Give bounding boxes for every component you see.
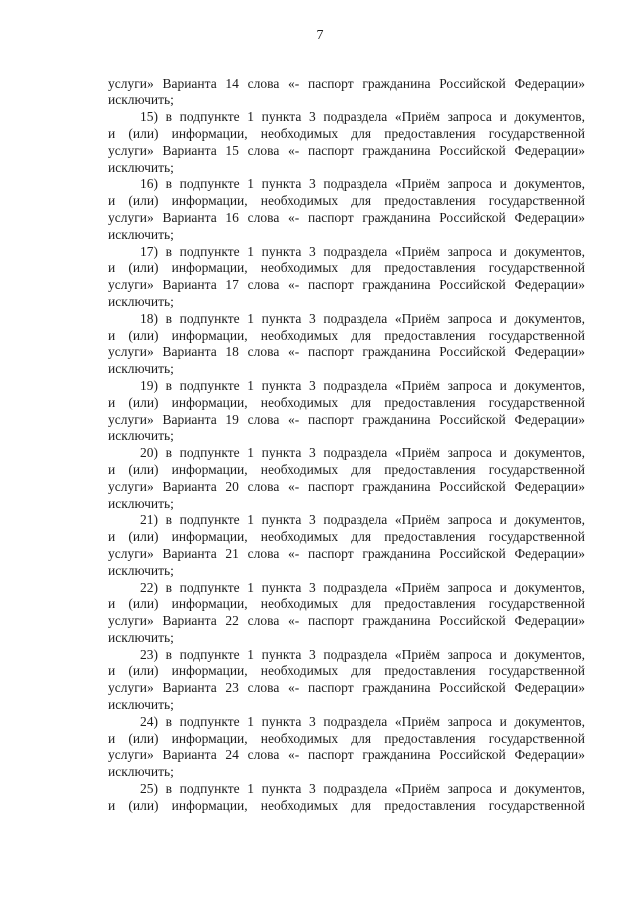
paragraph-line: и (или) информации, необходимых для предоставления государственной bbox=[108, 596, 585, 612]
paragraph-line: услуги» Варианта 19 слова «- паспорт гражданина Российской Федерации» bbox=[108, 411, 585, 427]
paragraph-line: 21) в подпункте 1 пункта 3 подраздела «Приём запроса и документов, bbox=[140, 512, 585, 528]
document-body bbox=[108, 76, 585, 815]
paragraph-20 bbox=[108, 445, 585, 512]
paragraph-19 bbox=[108, 378, 585, 445]
paragraph-17 bbox=[108, 244, 585, 311]
paragraph-line: 16) в подпункте 1 пункта 3 подраздела «Приём запроса и документов, bbox=[140, 176, 585, 192]
paragraph-line: 22) в подпункте 1 пункта 3 подраздела «Приём запроса и документов, bbox=[140, 579, 585, 595]
page-number: 7 bbox=[316, 28, 324, 43]
paragraph-line: 25) в подпункте 1 пункта 3 подраздела «Приём запроса и документов, bbox=[140, 781, 585, 797]
paragraph-line: 18) в подпункте 1 пункта 3 подраздела «Приём запроса и документов, bbox=[140, 310, 585, 326]
paragraph-line: услуги» Варианта 15 слова «- паспорт гражданина Российской Федерации» bbox=[108, 142, 585, 158]
paragraph-line: 24) в подпункте 1 пункта 3 подраздела «Приём запроса и документов, bbox=[140, 713, 585, 729]
paragraph-line: услуги» Варианта 20 слова «- паспорт гражданина Российской Федерации» bbox=[108, 478, 585, 494]
paragraph-line: исключить; bbox=[108, 697, 174, 713]
paragraph-line: услуги» Варианта 17 слова «- паспорт гражданина Российской Федерации» bbox=[108, 277, 585, 293]
paragraph-line: исключить; bbox=[108, 92, 174, 108]
paragraph-18 bbox=[108, 311, 585, 378]
paragraph-line: и (или) информации, необходимых для предоставления государственной bbox=[108, 529, 585, 545]
paragraph-line: услуги» Варианта 18 слова «- паспорт гражданина Российской Федерации» bbox=[108, 344, 585, 360]
paragraph-22 bbox=[108, 580, 585, 647]
paragraph-14-continuation bbox=[108, 76, 585, 110]
paragraph-line: 19) в подпункте 1 пункта 3 подраздела «Приём запроса и документов, bbox=[140, 377, 585, 393]
paragraph-line: и (или) информации, необходимых для предоставления государственной bbox=[108, 461, 585, 477]
paragraph-24 bbox=[108, 714, 585, 781]
paragraph-line: исключить; bbox=[108, 428, 174, 444]
paragraph-line: исключить; bbox=[108, 495, 174, 511]
paragraph-23 bbox=[108, 647, 585, 714]
paragraph-line: исключить; bbox=[108, 361, 174, 377]
paragraph-line: и (или) информации, необходимых для предоставления государственной bbox=[108, 260, 585, 276]
paragraph-line: исключить; bbox=[108, 764, 174, 780]
paragraph-line: исключить; bbox=[108, 159, 174, 175]
paragraph-line: услуги» Варианта 14 слова «- паспорт гражданина Российской Федерации» bbox=[108, 75, 585, 91]
paragraph-line: 20) в подпункте 1 пункта 3 подраздела «Приём запроса и документов, bbox=[140, 445, 585, 461]
paragraph-line: услуги» Варианта 21 слова «- паспорт гражданина Российской Федерации» bbox=[108, 545, 585, 561]
paragraph-line: и (или) информации, необходимых для предоставления государственной bbox=[108, 193, 585, 209]
paragraph-line: исключить; bbox=[108, 629, 174, 645]
paragraph-line: 15) в подпункте 1 пункта 3 подраздела «Приём запроса и документов, bbox=[140, 109, 585, 125]
paragraph-line: исключить; bbox=[108, 226, 174, 242]
paragraph-line: 17) в подпункте 1 пункта 3 подраздела «Приём запроса и документов, bbox=[140, 243, 585, 259]
paragraph-line: 23) в подпункте 1 пункта 3 подраздела «Приём запроса и документов, bbox=[140, 646, 585, 662]
paragraph-25 bbox=[108, 781, 585, 815]
paragraph-line: и (или) информации, необходимых для предоставления государственной bbox=[108, 663, 585, 679]
paragraph-line: услуги» Варианта 23 слова «- паспорт гражданина Российской Федерации» bbox=[108, 680, 585, 696]
paragraph-16 bbox=[108, 176, 585, 243]
paragraph-line: и (или) информации, необходимых для предоставления государственной bbox=[108, 394, 585, 410]
paragraph-line: и (или) информации, необходимых для предоставления государственной bbox=[108, 327, 585, 343]
paragraph-line: услуги» Варианта 22 слова «- паспорт гражданина Российской Федерации» bbox=[108, 613, 585, 629]
paragraph-line: исключить; bbox=[108, 562, 174, 578]
paragraph-line: исключить; bbox=[108, 293, 174, 309]
paragraph-line: услуги» Варианта 16 слова «- паспорт гражданина Российской Федерации» bbox=[108, 209, 585, 225]
paragraph-line: и (или) информации, необходимых для предоставления государственной bbox=[108, 730, 585, 746]
paragraph-line: и (или) информации, необходимых для предоставления государственной bbox=[108, 797, 585, 813]
paragraph-line: услуги» Варианта 24 слова «- паспорт гражданина Российской Федерации» bbox=[108, 747, 585, 763]
paragraph-21 bbox=[108, 512, 585, 579]
paragraph-15 bbox=[108, 109, 585, 176]
paragraph-line: и (или) информации, необходимых для предоставления государственной bbox=[108, 125, 585, 141]
